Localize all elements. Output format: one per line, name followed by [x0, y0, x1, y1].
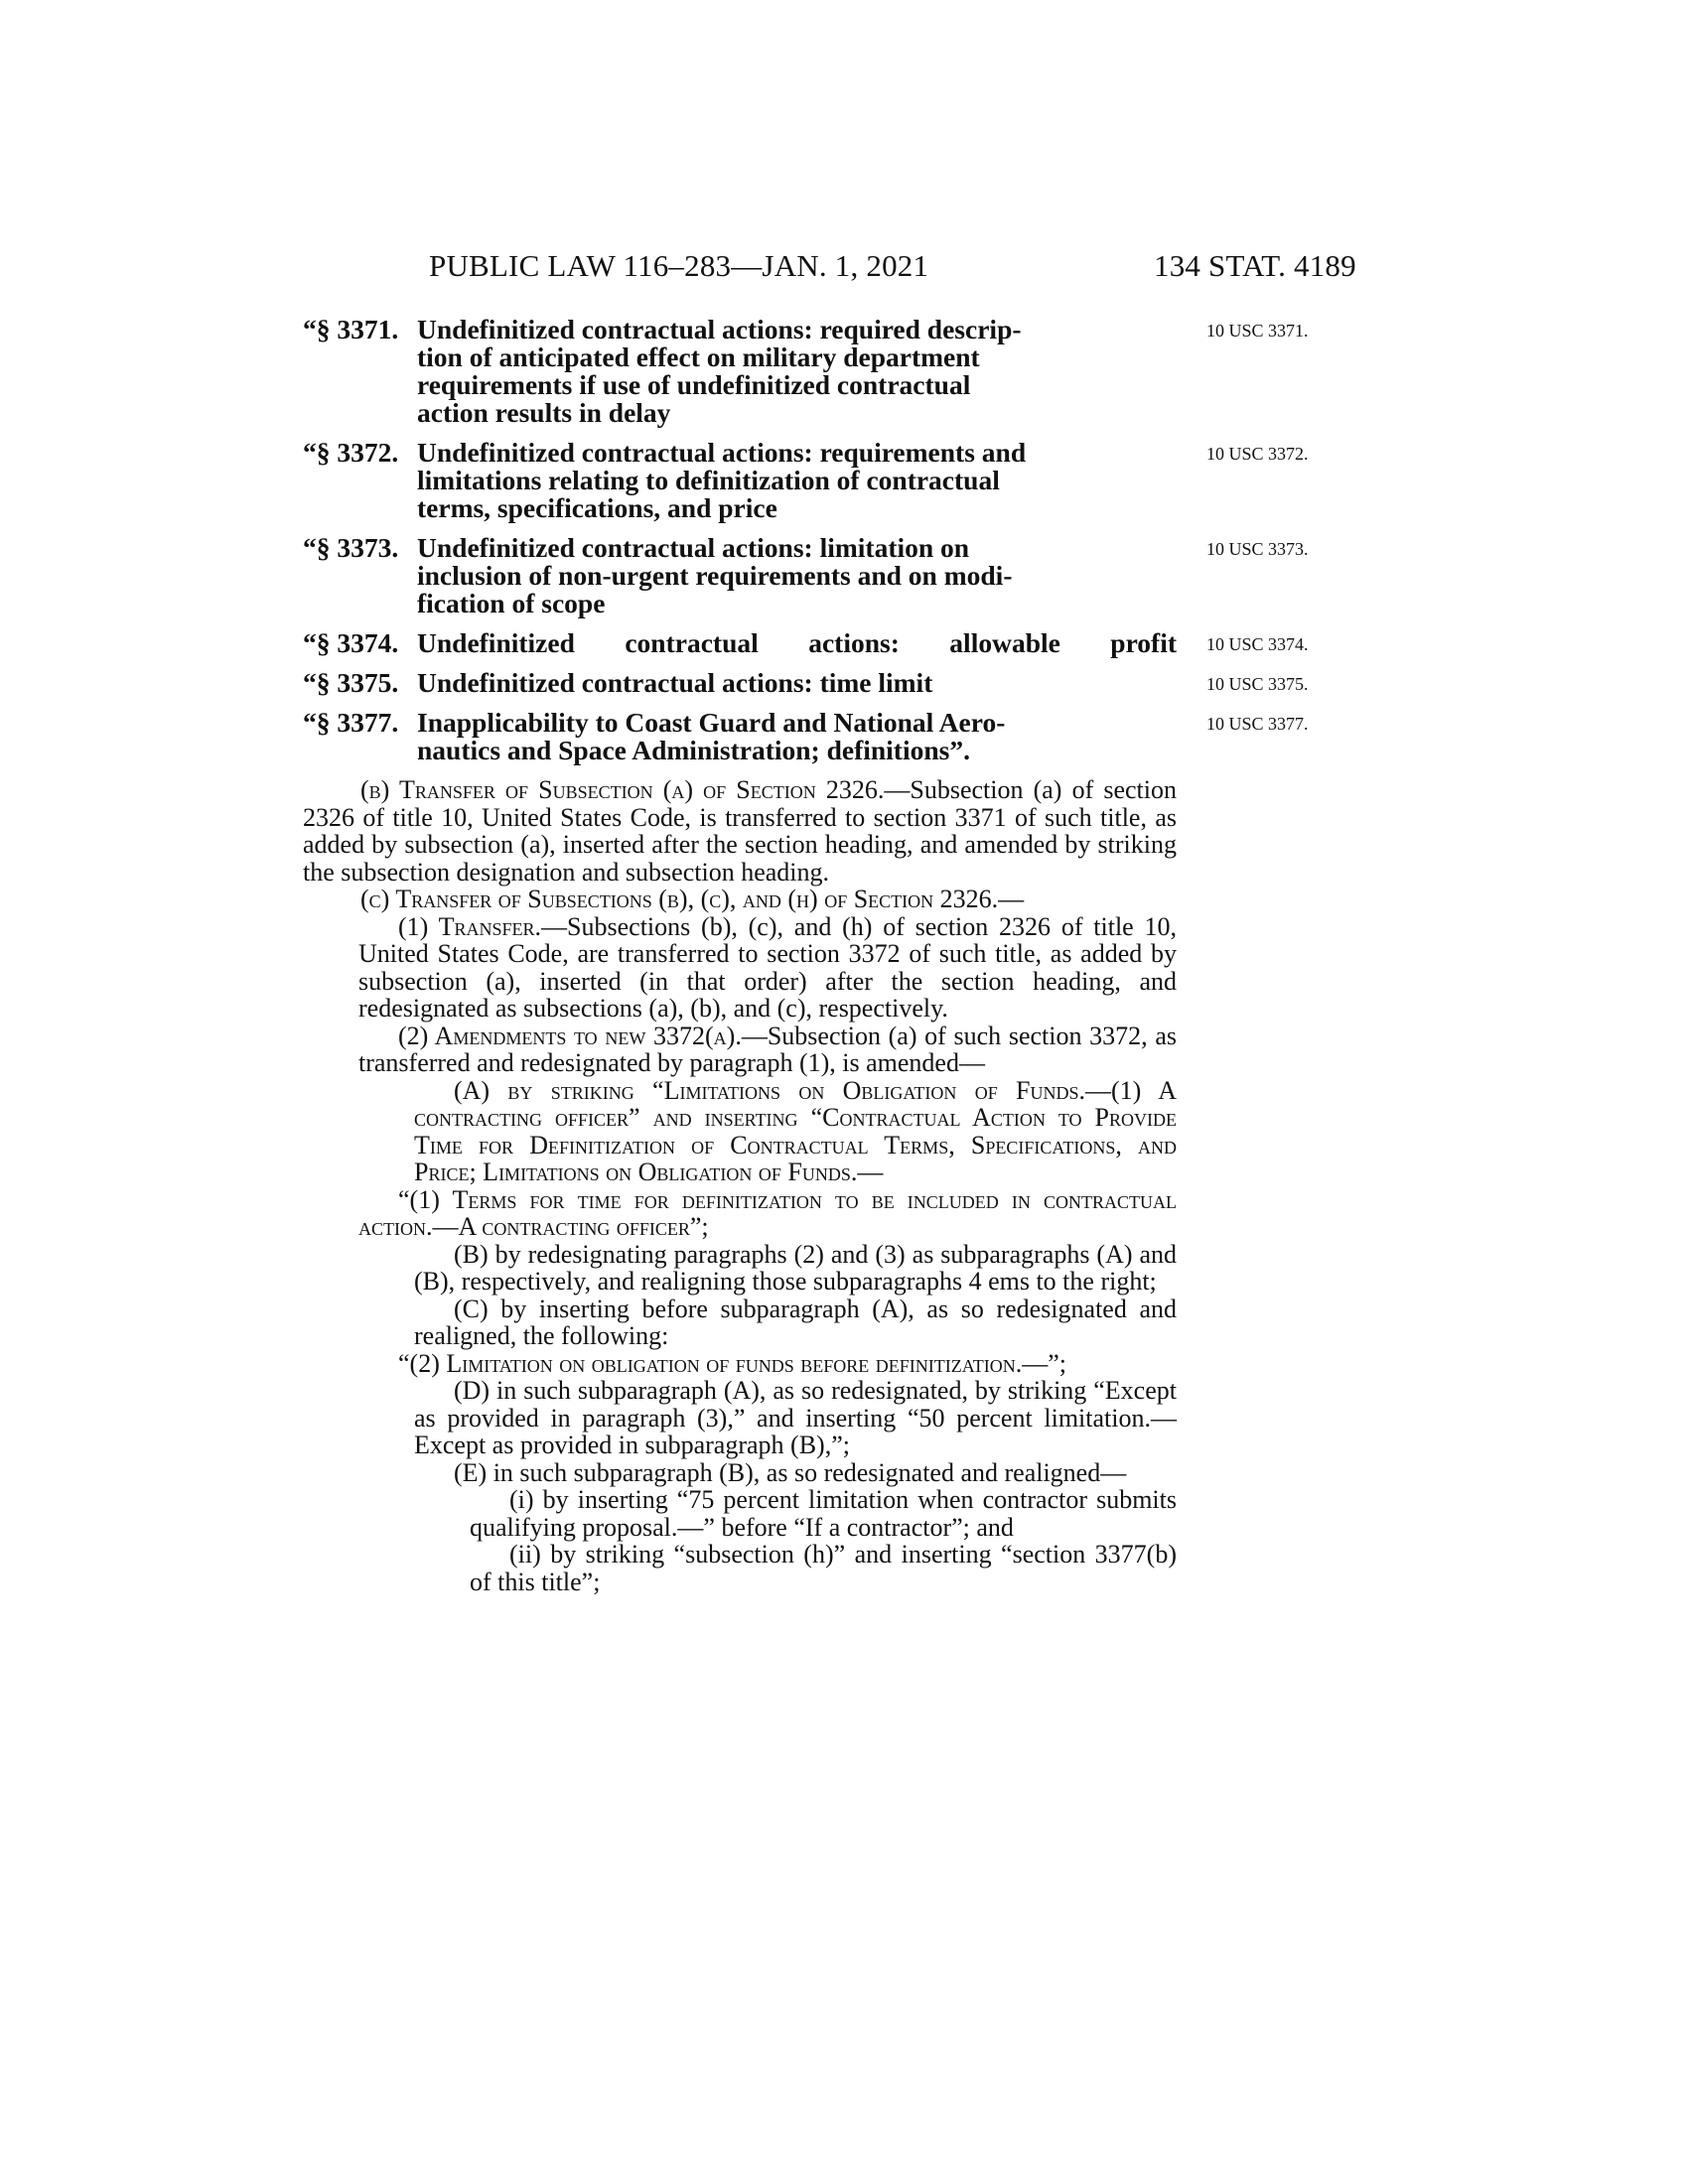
subparagraph-A — [414, 1077, 1177, 1186]
page-number: 134 STAT. 4189 — [1154, 248, 1356, 283]
subsection-heading: (b) Transfer of Subsection (a) of Section 2326. — [360, 775, 885, 804]
section-number: “§ 3375. — [303, 667, 399, 698]
section-title-line: limitations relating to definitization of contractual — [417, 465, 1000, 495]
section-title-line: terms, specifications, and price — [417, 492, 777, 523]
section-title-line: Undefinitized contractual actions: allowable profit — [417, 627, 1177, 658]
subparagraph-B — [414, 1241, 1177, 1296]
amendment-text — [303, 776, 1177, 1595]
subparagraph-D — [414, 1377, 1177, 1459]
clause-i — [470, 1486, 1177, 1541]
quoted-paragraph-1 — [358, 1186, 1177, 1241]
paragraph-text: —Subsections (b), (c), and (h) of section 2326 of title 10, United States Code, are transferred to section 3372 of such title, as added by subsection (a), inserted (in that order) after the section heading, and redesignated as subsections (a), (b), and (c), respectively. — [358, 911, 1177, 1023]
margin-citation: 10 USC 3372. — [1206, 444, 1309, 464]
section-title-line: Undefinitized contractual actions: required descrip- — [417, 314, 1022, 344]
margin-citation: 10 USC 3373. — [1206, 539, 1309, 559]
section-entry-3372 — [303, 437, 1309, 523]
quoted-text: “(2) Limitation on obligation of funds before definitization.—”; — [398, 1348, 1067, 1378]
section-entry-3375 — [303, 667, 1309, 698]
section-title-line: nautics and Space Administration; definitions”. — [417, 735, 970, 765]
quoted-paragraph-2 — [358, 1350, 1177, 1378]
section-number: “§ 3372. — [303, 437, 399, 468]
section-number: “§ 3374. — [303, 627, 399, 658]
section-entry-3373 — [303, 532, 1309, 618]
section-number: “§ 3371. — [303, 314, 399, 344]
section-title-line: Inapplicability to Coast Guard and National Aero- — [417, 707, 1006, 738]
subparagraph-text: (D) in such subparagraph (A), as so redesignated, by striking “Except as provided in paragraph (3),” and inserting “50 percent limitation.—Except as provided in subparagraph (B),”; — [414, 1376, 1177, 1459]
subparagraph-text: (C) by inserting before subparagraph (A), as so redesignated and realigned, the following: — [414, 1294, 1177, 1350]
section-title-line: action results in delay — [417, 397, 671, 428]
margin-citation: 10 USC 3374. — [1206, 634, 1309, 654]
subparagraph-text: (B) by redesignating paragraphs (2) and (3) as subparagraphs (A) and (B), respectively, and realigning those subparagraphs 4 ems to the right; — [414, 1239, 1177, 1296]
section-title-line: Undefinitized contractual actions: requirements and — [417, 437, 1027, 468]
running-header-left: PUBLIC LAW 116–283—JAN. 1, 2021 — [429, 248, 929, 283]
paragraph-c1 — [358, 913, 1177, 1023]
margin-citation: 10 USC 3377. — [1206, 714, 1309, 734]
subsection-b — [303, 776, 1177, 886]
subsection-heading: (c) Transfer of Subsections (b), (c), and (h) of Section 2326.— — [360, 885, 1025, 913]
subparagraph-E — [414, 1459, 1177, 1487]
section-title-line: Undefinitized contractual actions: time limit — [417, 667, 933, 698]
paragraph-text: —Subsection (a) of such section 3372, as transferred and redesignated by paragraph (1), is amended— — [358, 1021, 1177, 1077]
text-column — [303, 314, 1309, 1596]
subparagraph-text: (A) by striking “Limitations on Obligation of Funds.—(1) A contracting officer” and inserting “Contractual Action to Provide Time for Definitization of Contractual Terms, Specifications, and Price; Limitations on Obligation of Funds.— — [414, 1075, 1177, 1186]
section-title-line: tion of anticipated effect on military department — [417, 341, 980, 372]
clause-ii — [470, 1541, 1177, 1595]
subsection-text: —Subsection (a) of section 2326 of title 10, United States Code, is transferred to section 3371 of such title, as added by subsection (a), inserted after the section heading, and amended by striking the subsection designation and subsection heading. — [303, 775, 1178, 887]
subparagraph-C — [414, 1296, 1177, 1350]
section-number: “§ 3373. — [303, 532, 399, 563]
subparagraph-text: (E) in such subparagraph (B), as so redesignated and realigned— — [454, 1457, 1127, 1487]
section-title-line: fication of scope — [417, 588, 606, 618]
section-title-line: Undefinitized contractual actions: limitation on — [417, 532, 970, 563]
margin-citation: 10 USC 3371. — [1206, 321, 1309, 341]
section-entry-3371 — [303, 314, 1309, 428]
section-number: “§ 3377. — [303, 707, 399, 738]
section-title-line: requirements if use of undefinitized contractual — [417, 369, 971, 400]
section-entry-3377 — [303, 707, 1309, 765]
paragraph-heading: (1) Transfer. — [398, 911, 542, 941]
subsection-c-heading — [303, 886, 1177, 913]
paragraph-c2 — [358, 1023, 1177, 1077]
clause-text: (ii) by striking “subsection (h)” and inserting “section 3377(b) of this title”; — [470, 1540, 1177, 1596]
section-title-line: inclusion of non-urgent requirements and on modi- — [417, 560, 1013, 591]
margin-citation: 10 USC 3375. — [1206, 674, 1309, 694]
quoted-text: “(1) Terms for time for definitization to be included in contractual action.—A contracting officer”; — [358, 1184, 1177, 1241]
section-entry-3374 — [303, 627, 1309, 658]
paragraph-heading: (2) Amendments to new 3372(a). — [398, 1021, 742, 1050]
clause-text: (i) by inserting “75 percent limitation when contractor submits qualifying proposal.—” before “If a contractor”; and — [470, 1485, 1177, 1542]
